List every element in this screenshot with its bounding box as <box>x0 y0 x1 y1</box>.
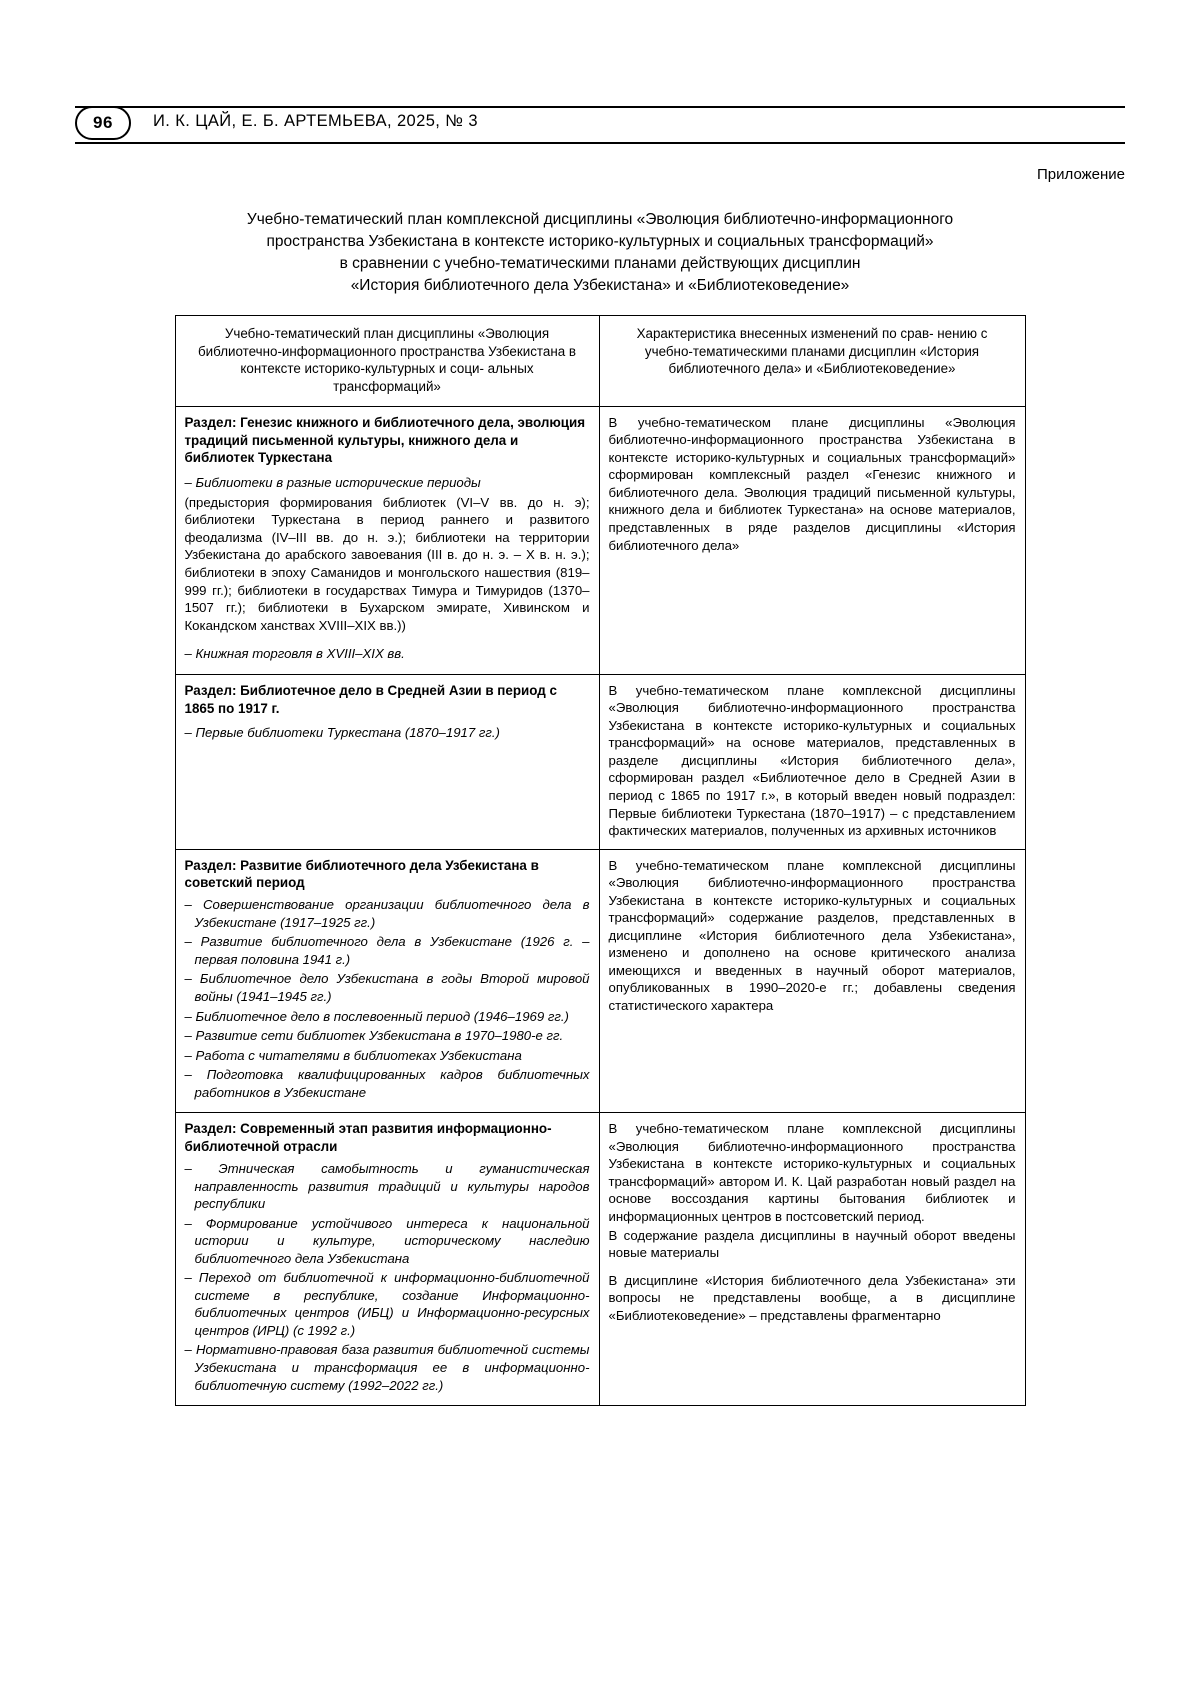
header-rule-top <box>75 106 1125 108</box>
changes-text: В дисциплине «История библиотечного дела Узбекистана» эти вопросы не представлены вообще, а в дисциплине «Библиотековедение» – представлены фрагментарно <box>608 1272 1016 1323</box>
section-cell <box>175 1113 599 1406</box>
changes-text: В содержание раздела дисциплины в научный оборот введены новые материалы <box>608 1227 1016 1261</box>
section-item: – Библиотечное дело в послевоенный период (1946–1969 гг.) <box>184 1008 569 1024</box>
changes-text: В учебно-тематическом плане комплексной дисциплины «Эволюция библиотечно-информационного пространства Узбекистана в контексте историко-культурных и социальных трансформаций» содержание разделов, представленных в дисциплине «История библиотечного дела Узбекистана», изменено и дополнено на основе критического анализа имеющихся и введенных в научный оборот материалов, опубликованных в 1990–2020-е гг.; добавлены сведения статистического характера <box>608 857 1016 1013</box>
changes-cell <box>599 674 1025 849</box>
table-row <box>175 674 1025 849</box>
section-item: – Развитие сети библиотек Узбекистана в 1970–1980-е гг. <box>184 1028 564 1044</box>
plan-table <box>175 315 1026 1406</box>
section-item-detail: (предыстория формирования библиотек (VI–V вв. до н. э); библиотеки Туркестана в период раннего и развитого феодализма (IV–III вв. до н. э.); библиотеки на территории Узбекистана до арабского завоевания (III в. до н. э. – X в. н. э.); библиотеки в эпоху Саманидов и монгольского нашествия (819–999 гг.); библиотеки в государствах Тимура и Тимуридов (1370–1507 гг.); библиотеки в Бухарском эмирате, Хивинском и Кокандском ханствах XVIII–XIX вв.)) <box>184 494 590 633</box>
section-cell <box>175 849 599 1113</box>
changes-text: В учебно-тематическом плане комплексной дисциплины «Эволюция библиотечно-информационного пространства Узбекистана в контексте историко-культурных и социальных трансформаций» автором И. К. Цай разработан новый раздел на основе воссоздания картины бытования библиотек и информационных центров в постсоветский период. <box>608 1121 1016 1225</box>
changes-text: В учебно-тематическом плане комплексной дисциплины «Эволюция библиотечно-информационного пространства Узбекистана в контексте историко-культурных и социальных трансформаций» на основе материалов, представленных в разделе дисциплины «История библиотечного дела», сформирован раздел «Библиотечное дело в Средней Азии в период с 1865 по 1917 г.», в который введен новый подраздел: Первые библиотеки Туркестана (1870–1917) – с представлением фактических материалов, полученных из архивных источников <box>608 682 1016 839</box>
table-row <box>175 1113 1025 1406</box>
section-item: – Нормативно-правовая база развития библиотечной системы Узбекистана и трансформация ее в информационно-библиотечную систему (1992–2022 гг.) <box>184 1342 590 1393</box>
changes-cell <box>599 849 1025 1113</box>
section-heading: Раздел: Библиотечное дело в Средней Азии в период с 1865 по 1917 г. <box>184 682 557 716</box>
section-item: – Переход от библиотечной к информационно-библиотечной системе в республике, создание Информационно-библиотечных центров (ИБЦ) и Информационно-ресурсных центров (ИРЦ) (с 1992 г.) <box>184 1270 590 1338</box>
section-item: – Этническая самобытность и гуманистическая направленность развития традиций и культуры народов республики <box>184 1160 590 1212</box>
section-heading: Раздел: Современный этап развития информационно-библиотечной отрасли <box>184 1121 552 1155</box>
section-item: – Работа с читателями в библиотеках Узбекистана <box>184 1047 522 1063</box>
section-cell <box>175 674 599 849</box>
table-row <box>175 849 1025 1113</box>
page-number: 96 <box>75 106 131 140</box>
changes-cell <box>599 406 1025 674</box>
title-line-1: Учебно-тематический план комплексной дисциплины «Эволюция библиотечно-информационного <box>246 211 954 228</box>
changes-cell <box>599 1113 1025 1406</box>
title-line-2: пространства Узбекистана в контексте историко-культурных и социальных трансформаций» <box>266 233 934 250</box>
section-item: – Совершенствование организации библиотечного дела в Узбекистане (1917–1925 гг.) <box>184 897 590 930</box>
section-item: – Формирование устойчивого интереса к национальной истории и культуре, историческому наследию библиотечного дела Узбекистана <box>184 1215 590 1266</box>
appendix-label: Приложение <box>1037 166 1125 183</box>
header-rule-bottom <box>75 142 1125 144</box>
title-line-3: в сравнении с учебно-тематическими планами действующих дисциплин <box>339 255 861 272</box>
column-header-changes: Характеристика внесенных изменений по срав- нению с учебно-тематическими планами дисциплин «История библиотечного дела» и «Библиотековедение» <box>599 316 1025 407</box>
section-item: – Первые библиотеки Туркестана (1870–1917 гг.) <box>184 725 500 741</box>
table-row <box>175 406 1025 674</box>
running-head-authors: И. К. ЦАЙ, Е. Б. АРТЕМЬЕВА, 2025, № 3 <box>153 112 478 130</box>
column-header-plan: Учебно-тематический план дисциплины «Эволюция библиотечно-информационного пространства Узбекистана в контексте историко-культурных и соци- альных трансформаций» <box>175 316 599 407</box>
section-item: – Библиотечное дело Узбекистана в годы Второй мировой войны (1941–1945 гг.) <box>184 971 590 1005</box>
section-item: – Библиотеки в разные исторические периоды <box>184 475 481 491</box>
section-heading: Раздел: Генезис книжного и библиотечного дела, эволюция традиций письменной культуры, книжного дела и библиотек Туркестана <box>184 414 586 466</box>
section-heading: Раздел: Развитие библиотечного дела Узбекистана в советский период <box>184 857 539 891</box>
section-item: – Развитие библиотечного дела в Узбекистане (1926 г. – первая половина 1941 г.) <box>184 934 590 967</box>
table-header-row <box>175 316 1025 407</box>
section-item: – Книжная торговля в XVIII–XIX вв. <box>184 646 405 662</box>
section-item: – Подготовка квалифицированных кадров библиотечных работников в Узбекистане <box>184 1067 590 1100</box>
page-title <box>105 209 1095 297</box>
changes-text: В учебно-тематическом плане дисциплины «Эволюция библиотечно-информационного пространства Узбекистана в контексте историко-культурных и социальных трансформаций» сформирован комплексный раздел «Генезис книжного и библиотечного дела. Эволюция традиций письменной культуры, книжного дела и библиотек Туркестана» на основе материалов, представленных в ряде разделов дисциплины «История библиотечного дела» <box>608 414 1016 553</box>
title-line-4: «История библиотечного дела Узбекистана» и «Библиотековедение» <box>350 277 850 294</box>
section-cell <box>175 406 599 674</box>
running-head <box>75 100 1125 144</box>
